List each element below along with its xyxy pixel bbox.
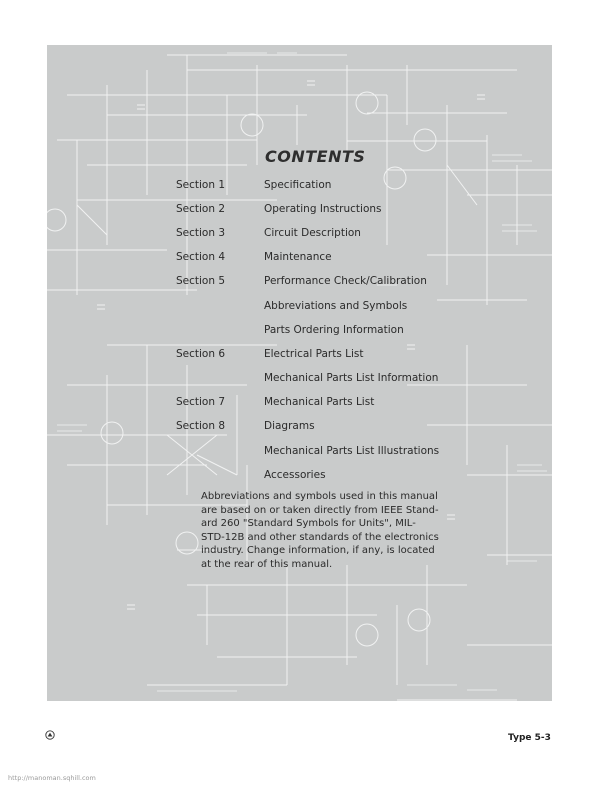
section-label: Section 5 (176, 275, 226, 287)
note-line: at the rear of this manual. (201, 558, 333, 570)
contents-entry: Electrical Parts List (264, 348, 364, 360)
contents-entry: Performance Check/Calibration (264, 275, 427, 287)
contents-entry: Diagrams (264, 420, 315, 432)
contents-entry: Specification (264, 179, 332, 191)
abbreviations-note (201, 490, 446, 572)
note-line: industry. Change information, if any, is located (201, 545, 435, 557)
section-label: Section 7 (176, 396, 226, 408)
section-label: Section 8 (176, 420, 226, 432)
contents-title: CONTENTS (265, 147, 366, 166)
contents-entry: Abbreviations and Symbols (264, 300, 408, 312)
contents-entry: Maintenance (264, 251, 332, 263)
section-label: Section 2 (176, 203, 226, 215)
section-label: Section 3 (176, 227, 226, 239)
contents-entry: Mechanical Parts List Information (264, 372, 439, 384)
section-label: Section 6 (176, 348, 226, 360)
tektronix-logo-icon (45, 730, 55, 740)
contents-entry: Mechanical Parts List (264, 396, 375, 408)
note-line: are based on or taken directly from IEEE Stand- (201, 504, 439, 516)
contents-entry: Operating Instructions (264, 203, 382, 215)
page-number: Type 5-3 (508, 733, 551, 743)
source-url[interactable]: http://manoman.sqhill.com (8, 774, 96, 782)
contents-entry: Mechanical Parts List Illustrations (264, 445, 440, 457)
contents-entry: Accessories (264, 469, 326, 481)
section-label: Section 1 (176, 179, 226, 191)
note-line: ard 260 "Standard Symbols for Units", MIL- (201, 518, 416, 530)
contents-entry: Parts Ordering Information (264, 324, 404, 336)
section-label: Section 4 (176, 251, 226, 263)
contents-entry: Circuit Description (264, 227, 361, 239)
note-line: Abbreviations and symbols used in this manual (201, 491, 438, 502)
note-line: STD-12B and other standards of the electronics (201, 531, 439, 543)
